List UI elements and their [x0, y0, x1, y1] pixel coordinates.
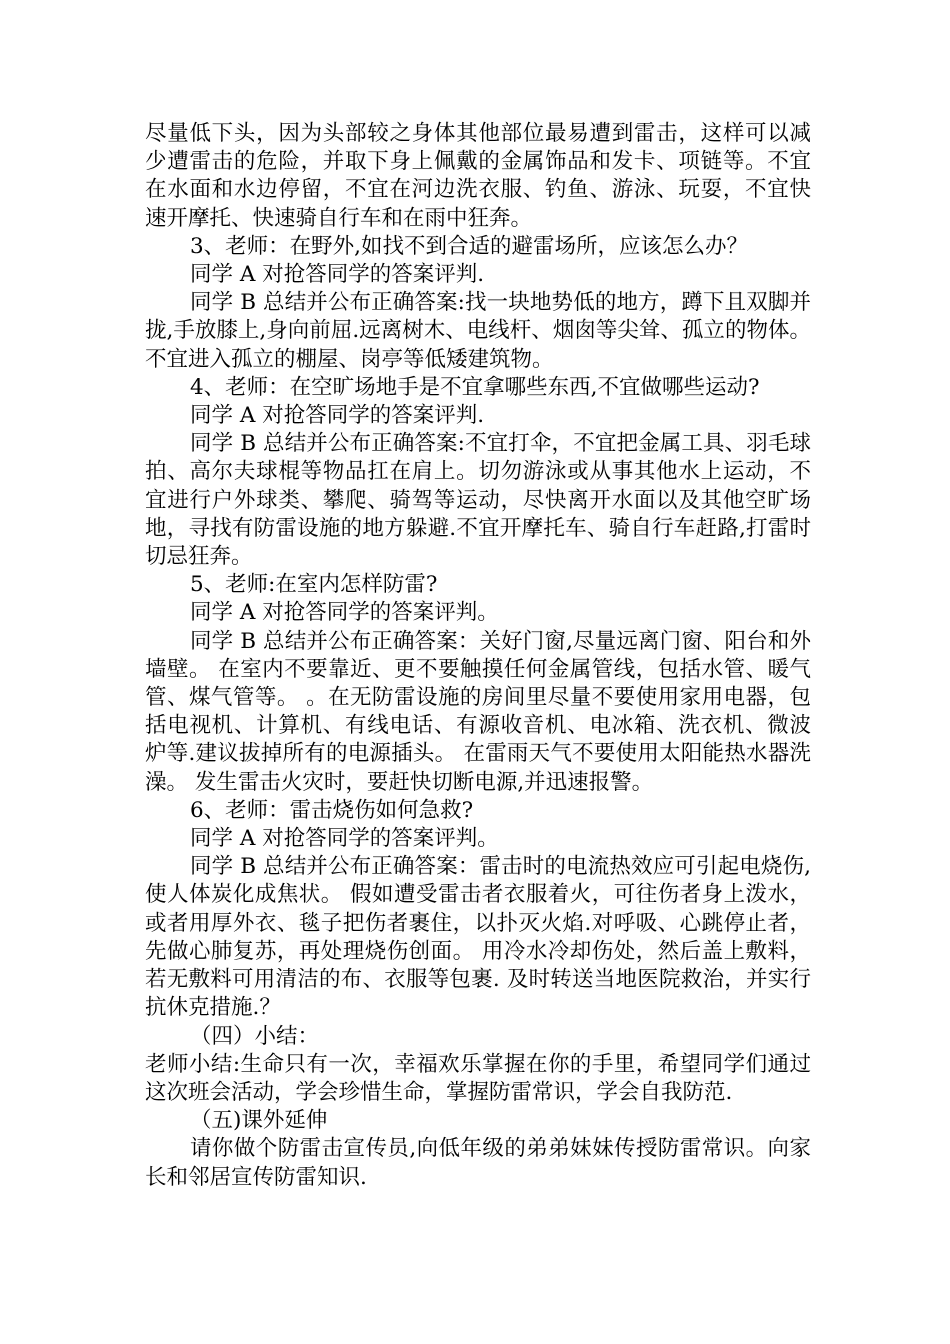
body-paragraph: 尽量低下头，因为头部较之身体其他部位最易遭到雷击，这样可以减少遭雷击的危险，并取下身上佩戴的金属饰品和发卡、项链等。不宜在水面和水边停留，不宜在河边洗衣服、钓鱼、游泳、玩耍，不宜快速开摩托、快速骑自行车和在雨中狂奔。: [145, 121, 811, 231]
student-a-comment: 同学 A 对抢答同学的答案评判。: [190, 600, 499, 626]
question-3-heading: 3、老师：在野外,如找不到合适的避雷场所，应该怎么办？: [190, 233, 749, 259]
teacher-summary: 老师小结:生命只有一次，幸福欢乐掌握在你的手里，希望同学们通过这次班会活动，学会珍惜生命，掌握防雷常识，学会自我防范.: [145, 1051, 811, 1105]
section-summary-heading: （四）小结：: [190, 1023, 320, 1049]
student-b-answer: 同学 B 总结并公布正确答案:找一块地势低的地方，蹲下且双脚并拢,手放膝上,身向前屈.远离树木、电线杆、烟囱等尖耸、孤立的物体。不宜进入孤立的棚屋、岗亭等低矮建筑物。: [145, 290, 811, 372]
student-a-comment: 同学 A 对抢答同学的答案评判.: [190, 403, 485, 429]
section-extension-heading: （五)课外延伸: [190, 1108, 328, 1134]
question-4-heading: 4、老师：在空旷场地手是不宜拿哪些东西,不宜做哪些运动?: [190, 374, 760, 400]
student-b-answer: 同学 B 总结并公布正确答案：关好门窗,尽量远离门窗、阳台和外墙壁。 在室内不要靠近、更不要触摸任何金属管线，包括水管、暖气管、煤气管等。 。在无防雷设施的房间里尽量不要使用家用电器，包括电视机、计算机、有线电话、有源收音机、电冰箱、洗衣机、微波炉等.建议拔掉所有的电源插头。 在雷雨天气不要使用太阳能热水器洗澡。 发生雷击火灾时，要赶快切断电源,并迅速报警。: [145, 628, 811, 795]
question-5-heading: 5、老师:在室内怎样防雷?: [190, 572, 438, 598]
question-6-heading: 6、老师：雷击烧伤如何急救?: [190, 797, 474, 823]
extension-paragraph: 请你做个防雷击宣传员,向低年级的弟弟妹妹传授防雷常识。向家长和邻居宣传防雷知识.: [145, 1136, 811, 1190]
student-b-answer: 同学 B 总结并公布正确答案：雷击时的电流热效应可引起电烧伤,使人体炭化成焦状。 假如遭受雷击者衣服着火，可往伤者身上泼水，或者用厚外衣、毯子把伤者裹住，以扑灭火焰.对呼吸、心跳停止者，先做心肺复苏，再处理烧伤创面。 用冷水冷却伤处，然后盖上敷料，若无敷料可用清洁的布、衣服等包裹. 及时转送当地医院救治，并实行抗休克措施.？: [145, 854, 811, 1021]
document-page: [145, 120, 811, 1192]
student-b-answer: 同学 B 总结并公布正确答案:不宜打伞，不宜把金属工具、羽毛球拍、高尔夫球棍等物品扛在肩上。切勿游泳或从事其他水上运动，不宜进行户外球类、攀爬、骑驾等运动，尽快离开水面以及其他空旷场地，寻找有防雷设施的地方躲避.不宜开摩托车、骑自行车赶路,打雷时切忌狂奔。: [145, 431, 811, 570]
student-a-comment: 同学 A 对抢答同学的答案评判.: [190, 262, 485, 288]
student-a-comment: 同学 A 对抢答同学的答案评判。: [190, 826, 499, 852]
